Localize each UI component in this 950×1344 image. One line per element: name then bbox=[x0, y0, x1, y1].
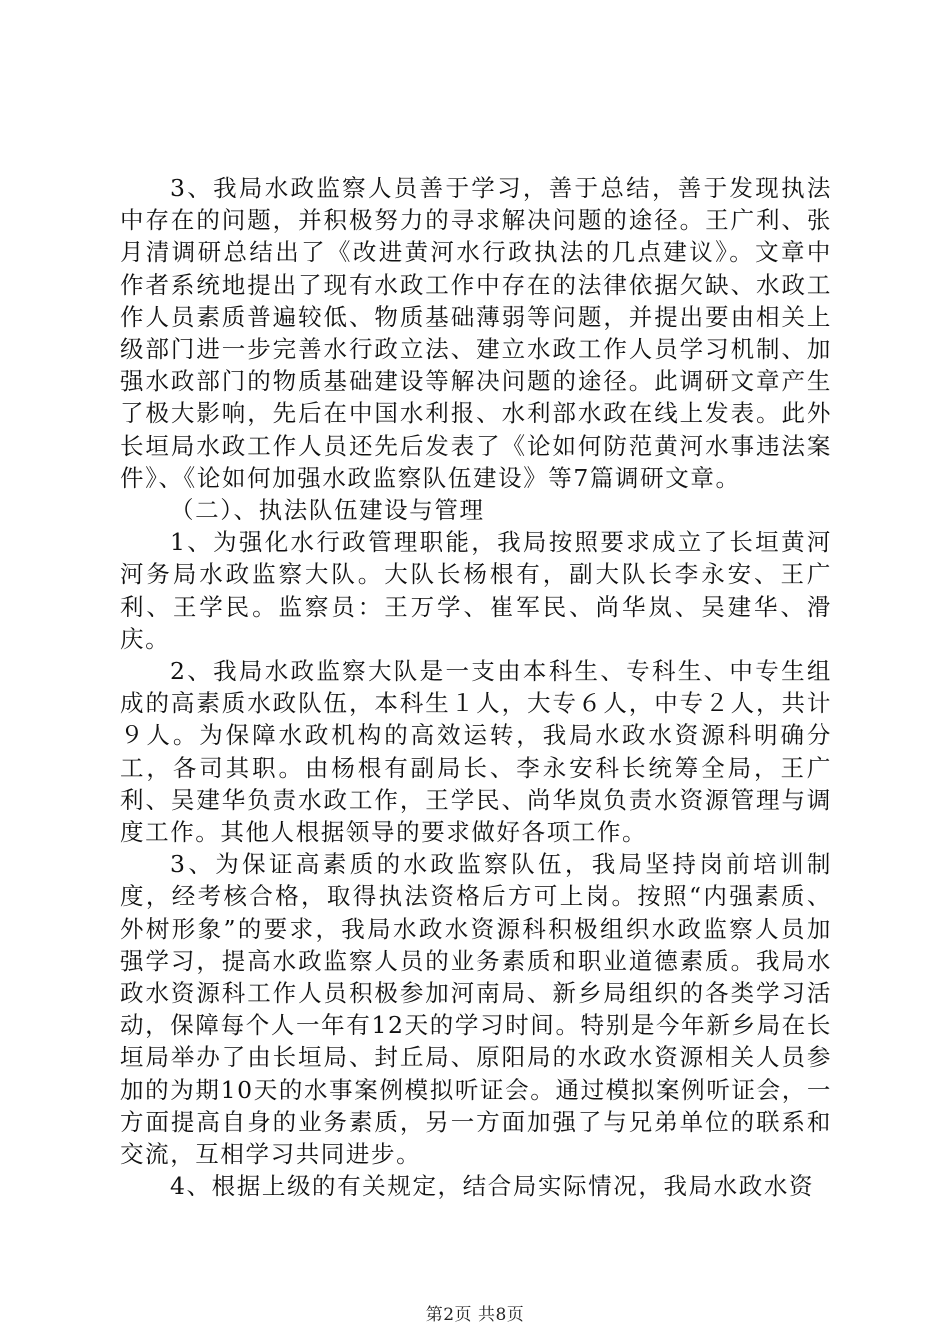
section-heading-team-building: （二）、执法队伍建设与管理 bbox=[170, 496, 485, 525]
paragraph-team-composition: 2、我局水政监察大队是一支由本科生、专科生、中专生组成的高素质水政队伍，本科生１人，大专６人，中专２人，共计９人。为保障水政机构的高效运转，我局水政水资源科明确分工，各司其职。由杨根有副局长、李永安科长统筹全局，王广利、吴建华负责水政工作，王学民、尚华岚负责水资源管理与调度工作。其他人根据领导的要求做好各项工作。 bbox=[120, 657, 832, 847]
paragraph-regulations: 4、根据上级的有关规定，结合局实际情况，我局水政水资 bbox=[170, 1172, 815, 1201]
page-number-footer: 第2页 共8页 bbox=[425, 1305, 525, 1325]
paragraph-research-articles: 3、我局水政监察人员善于学习，善于总结，善于发现执法中存在的问题，并积极努力的寻求解决问题的途径。王广利、张月清调研总结出了《改进黄河水行政执法的几点建议》。文章中作者系统地提出了现有水政工作中存在的法律依据欠缺、水政工作人员素质普遍较低、物质基础薄弱等问题，并提出要由相关上级部门进一步完善水行政立法、建立水政工作人员学习机制、加强水政部门的物质基础建设等解决问题的途径。此调研文章产生了极大影响，先后在中国水利报、水利部水政在线上发表。此外长垣局水政工作人员还先后发表了《论如何防范黄河水事违法案件》、《论如何加强水政监察队伍建设》等7篇调研文章。 bbox=[120, 174, 832, 492]
paragraph-training: 3、为保证高素质的水政监察队伍，我局坚持岗前培训制度，经考核合格，取得执法资格后方可上岗。按照“内强素质、外树形象”的要求，我局水政水资源科积极组织水政监察人员加强学习，提高水政监察人员的业务素质和职业道德素质。我局水政水资源科工作人员积极参加河南局、新乡局组织的各类学习活动，保障每个人一年有12天的学习时间。特别是今年新乡局在长垣局举办了由长垣局、封丘局、原阳局的水政水资源相关人员参加的为期10天的水事案例模拟听证会。通过模拟案例听证会，一方面提高自身的业务素质，另一方面加强了与兄弟单位的联系和交流，互相学习共同进步。 bbox=[120, 850, 832, 1169]
paragraph-team-establishment: 1、为强化水行政管理职能，我局按照要求成立了长垣黄河河务局水政监察大队。大队长杨根有，副大队长李永安、王广利、王学民。监察员：王万学、崔军民、尚华岚、吴建华、滑庆。 bbox=[120, 528, 832, 653]
document-body bbox=[120, 172, 832, 1203]
